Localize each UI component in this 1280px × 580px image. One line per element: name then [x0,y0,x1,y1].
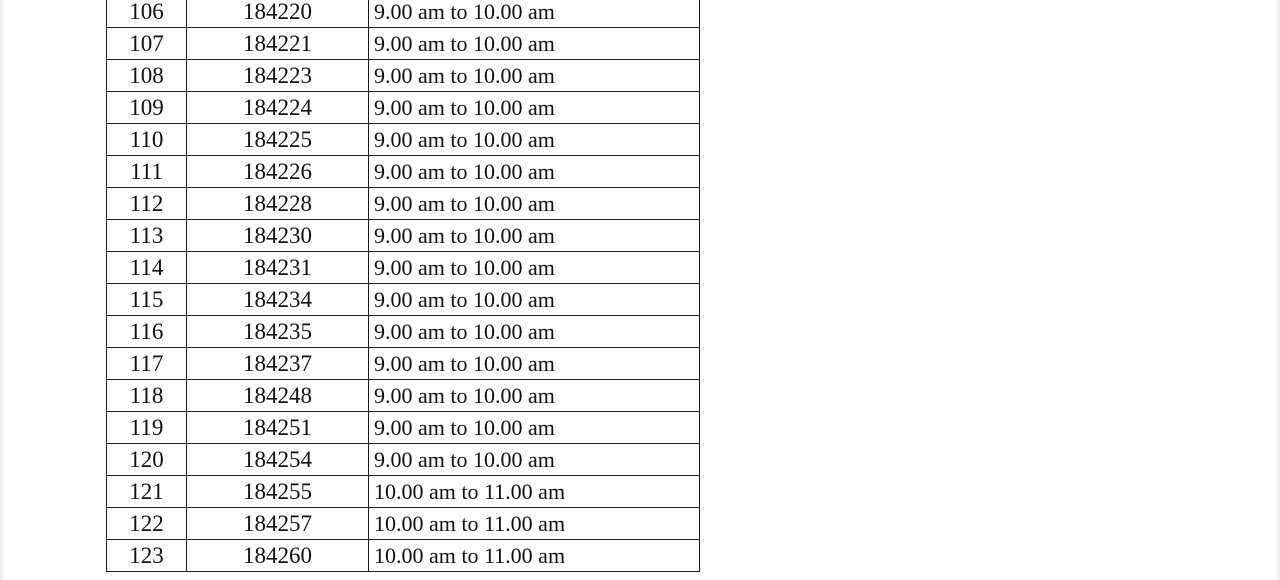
table-row [107,124,700,156]
time-slot-cell: 10.00 am to 11.00 am [369,540,700,572]
time-slot-cell: 9.00 am to 10.00 am [369,348,700,380]
time-slot-cell: 9.00 am to 10.00 am [369,92,700,124]
scan-edge-shadow-right [1276,0,1280,580]
time-slot-cell: 9.00 am to 10.00 am [369,220,700,252]
serial-number-cell: 123 [107,540,187,572]
serial-number-cell: 115 [107,284,187,316]
table-row [107,220,700,252]
roll-number-cell: 184234 [187,284,369,316]
exam-schedule-table [106,0,700,572]
scan-edge-shadow-left [0,0,6,580]
serial-number-cell: 119 [107,412,187,444]
time-slot-cell: 9.00 am to 10.00 am [369,380,700,412]
serial-number-cell: 112 [107,188,187,220]
time-slot-cell: 9.00 am to 10.00 am [369,124,700,156]
roll-number-cell: 184257 [187,508,369,540]
time-slot-cell: 9.00 am to 10.00 am [369,412,700,444]
time-slot-cell: 10.00 am to 11.00 am [369,508,700,540]
serial-number-cell: 113 [107,220,187,252]
table-row [107,188,700,220]
serial-number-cell: 120 [107,444,187,476]
roll-number-cell: 184251 [187,412,369,444]
time-slot-cell: 9.00 am to 10.00 am [369,156,700,188]
table-row [107,444,700,476]
serial-number-cell: 106 [107,0,187,28]
serial-number-cell: 107 [107,28,187,60]
time-slot-cell: 9.00 am to 10.00 am [369,28,700,60]
roll-number-cell: 184231 [187,252,369,284]
serial-number-cell: 111 [107,156,187,188]
roll-number-cell: 184226 [187,156,369,188]
table-row [107,348,700,380]
serial-number-cell: 121 [107,476,187,508]
serial-number-cell: 110 [107,124,187,156]
table-row [107,380,700,412]
table-row [107,508,700,540]
roll-number-cell: 184224 [187,92,369,124]
roll-number-cell: 184221 [187,28,369,60]
table-row [107,284,700,316]
table-row [107,412,700,444]
time-slot-cell: 9.00 am to 10.00 am [369,60,700,92]
time-slot-cell: 10.00 am to 11.00 am [369,476,700,508]
time-slot-cell: 9.00 am to 10.00 am [369,252,700,284]
roll-number-cell: 184248 [187,380,369,412]
roll-number-cell: 184255 [187,476,369,508]
serial-number-cell: 117 [107,348,187,380]
serial-number-cell: 109 [107,92,187,124]
roll-number-cell: 184228 [187,188,369,220]
table-row [107,60,700,92]
time-slot-cell: 9.00 am to 10.00 am [369,284,700,316]
roll-number-cell: 184223 [187,60,369,92]
table-row [107,540,700,572]
time-slot-cell: 9.00 am to 10.00 am [369,444,700,476]
serial-number-cell: 116 [107,316,187,348]
serial-number-cell: 118 [107,380,187,412]
schedule-table-body [107,0,700,572]
roll-number-cell: 184237 [187,348,369,380]
roll-number-cell: 184225 [187,124,369,156]
table-row [107,28,700,60]
time-slot-cell: 9.00 am to 10.00 am [369,188,700,220]
table-row [107,476,700,508]
time-slot-cell: 9.00 am to 10.00 am [369,316,700,348]
roll-number-cell: 184220 [187,0,369,28]
roll-number-cell: 184230 [187,220,369,252]
table-row [107,156,700,188]
table-row [107,92,700,124]
serial-number-cell: 114 [107,252,187,284]
table-row [107,0,700,28]
table-row [107,252,700,284]
roll-number-cell: 184254 [187,444,369,476]
table-row [107,316,700,348]
roll-number-cell: 184260 [187,540,369,572]
roll-number-cell: 184235 [187,316,369,348]
time-slot-cell: 9.00 am to 10.00 am [369,0,700,28]
serial-number-cell: 122 [107,508,187,540]
serial-number-cell: 108 [107,60,187,92]
